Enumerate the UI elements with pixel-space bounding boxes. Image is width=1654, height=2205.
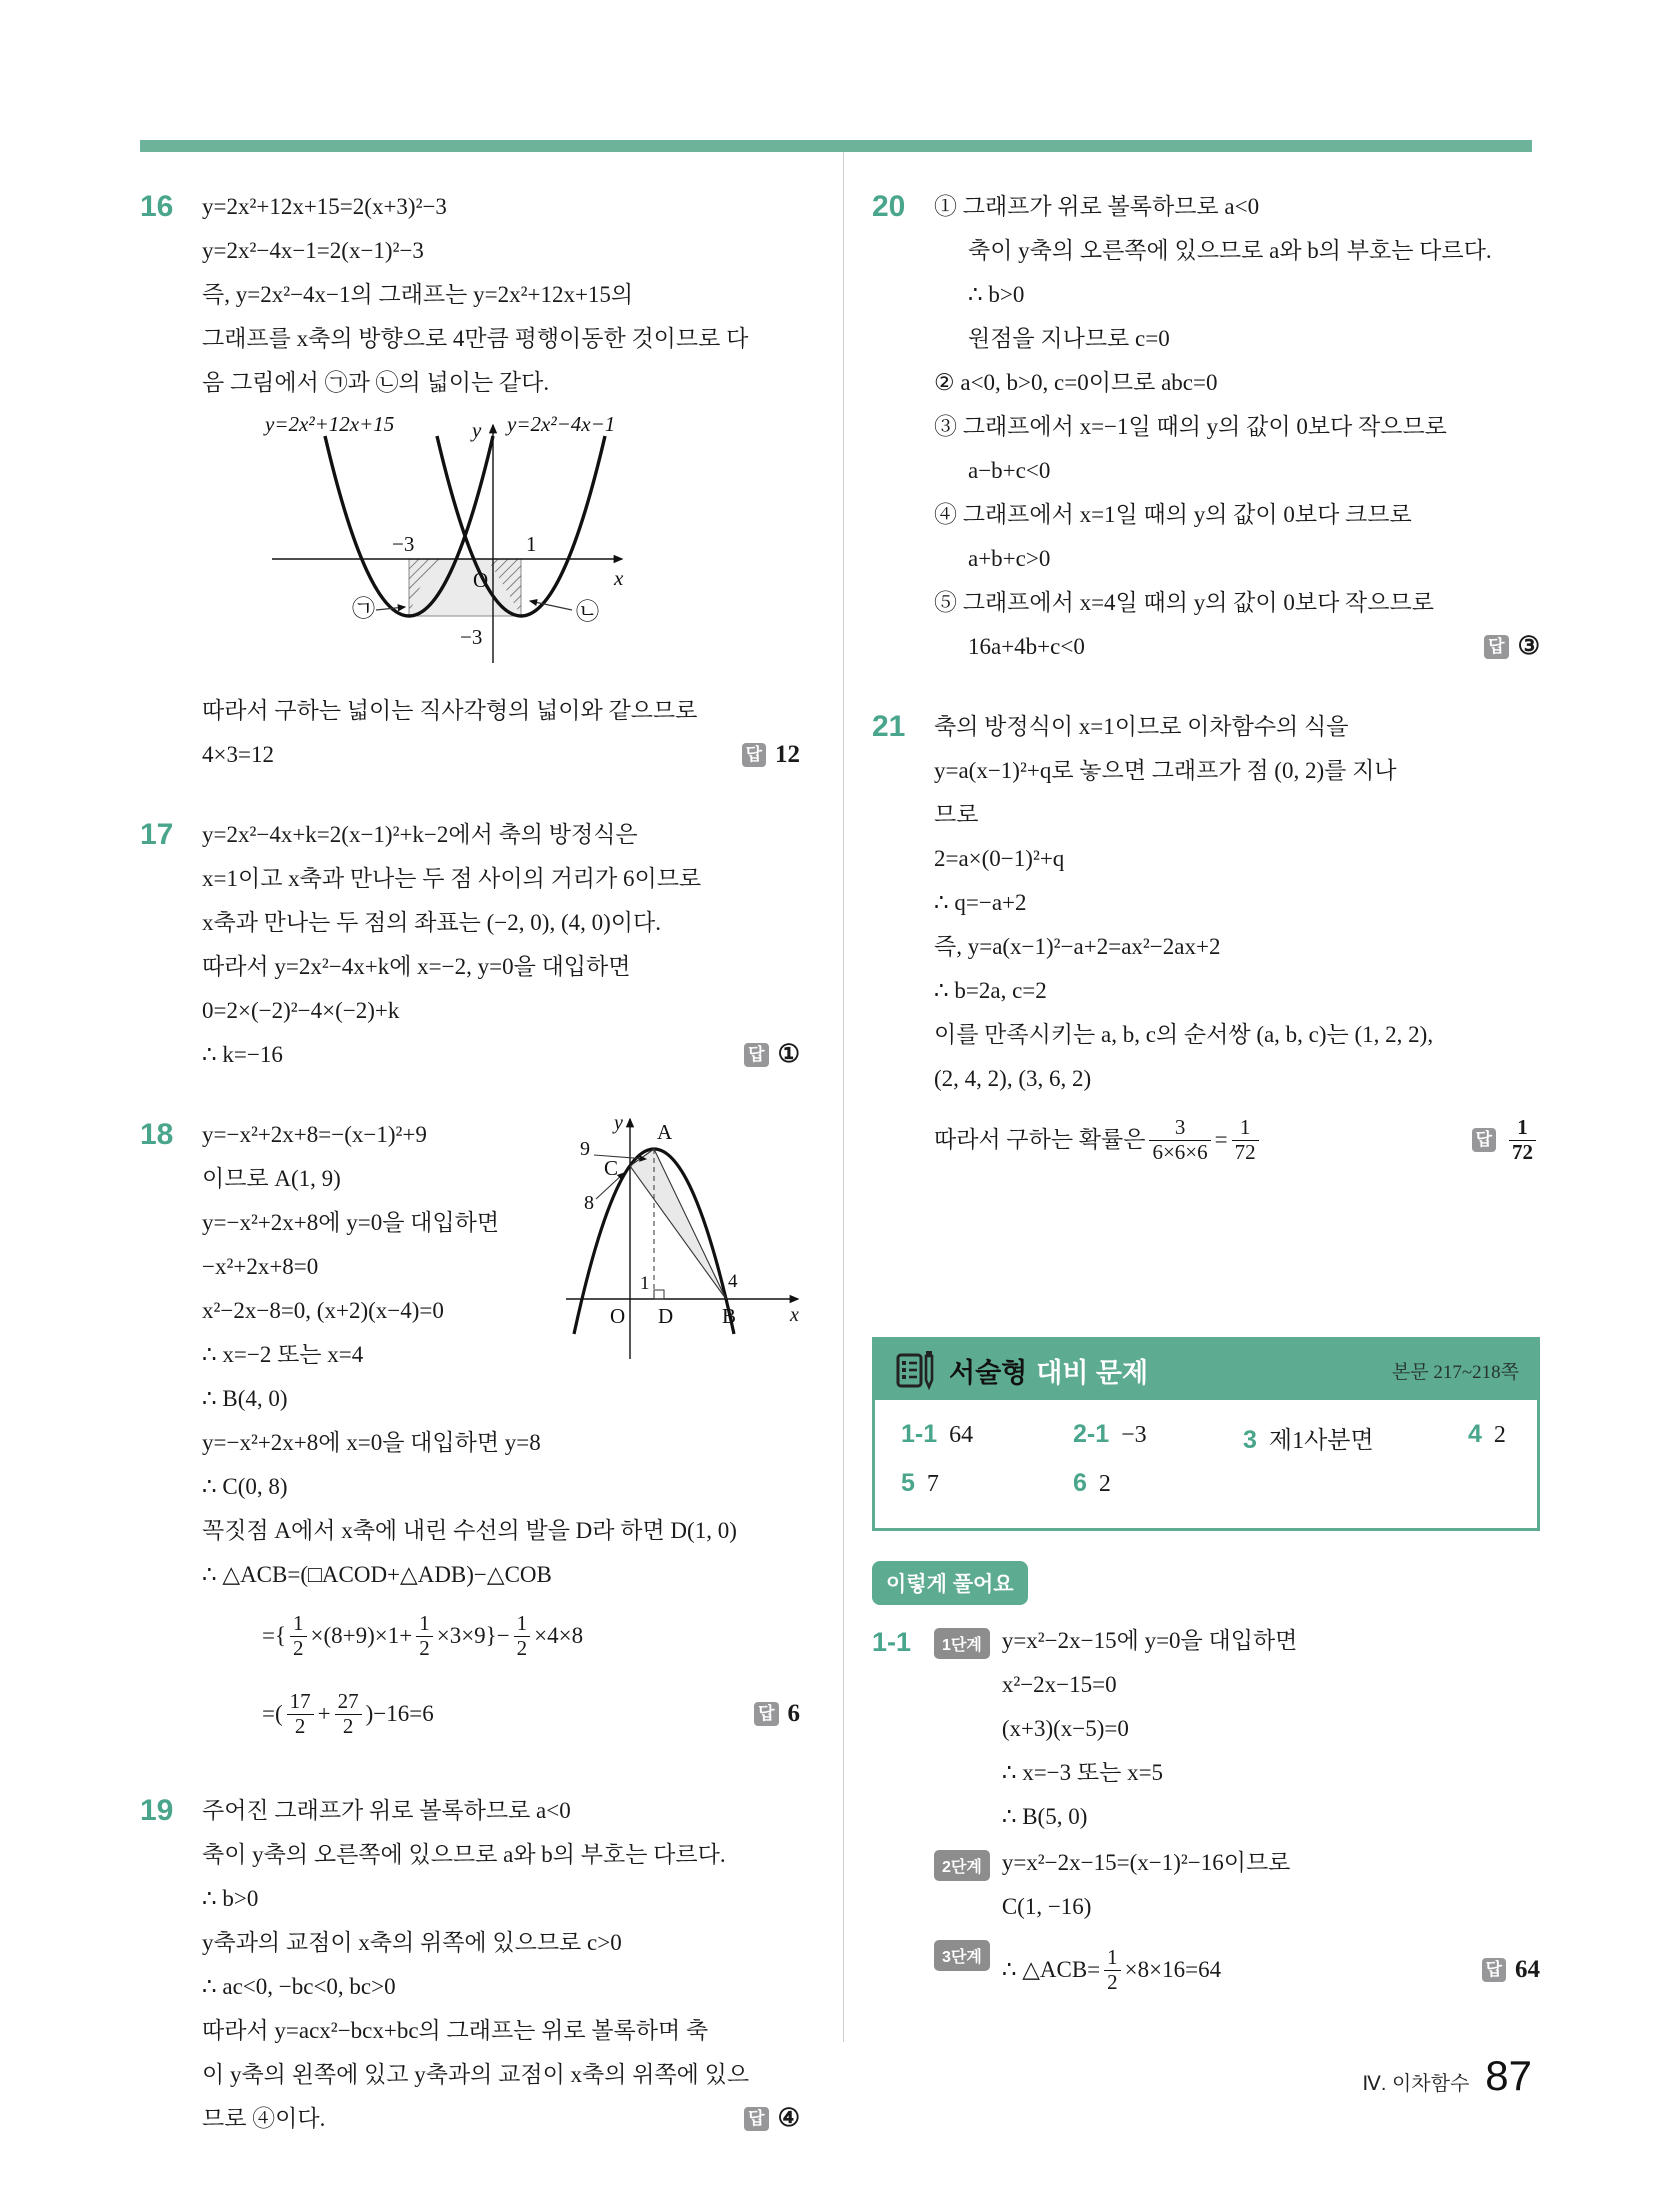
solution-line: 이 y축의 왼쪽에 있고 y축과의 교점이 x축의 위쪽에 있으 xyxy=(202,2062,750,2087)
solution-line: x²−2x−8=0, (x+2)(x−4)=0 xyxy=(202,1298,444,1323)
solution-line: ∴ b>0 xyxy=(202,1886,259,1911)
origin-label: O xyxy=(473,568,489,592)
y-axis-label: y xyxy=(472,418,482,442)
point-a-label: A xyxy=(657,1120,673,1144)
solution-line: 2=a×(0−1)²+q xyxy=(934,846,1065,871)
region-right-label: ㉡ xyxy=(576,599,599,624)
column-divider xyxy=(843,152,844,2042)
solution-line: 즉, y=2x²−4x−1의 그래프는 y=2x²+12x+15의 xyxy=(202,282,634,307)
solution-line: ④ 그래프에서 x=1일 때의 y의 값이 0보다 크므로 xyxy=(934,502,1412,527)
result-line: =( $\frac{17}{2}$ + $\frac{27}{2}$ )−16=6 답 6 xyxy=(262,1689,800,1738)
curve-left-label: y=2x²+12x+15 xyxy=(265,412,395,436)
solution-line: ∴ q=−a+2 xyxy=(934,890,1027,915)
problem-16 xyxy=(140,185,800,777)
solution-line: (2, 4, 2), (3, 6, 2) xyxy=(934,1066,1092,1091)
result-line: ∴ △ACB= $\frac{1}{2}$ ×8×16=64 답 64 xyxy=(1001,1945,1540,1994)
point-d-label: D xyxy=(658,1304,674,1328)
solution-line: ∴ B(5, 0) xyxy=(1001,1804,1088,1829)
solution-line: 그래프를 x축의 방향으로 4만큼 평행이동한 것이므로 다 xyxy=(202,326,749,351)
answer-badge: 답 xyxy=(1484,635,1508,659)
essay-box-page-ref: 본문 217~218쪽 xyxy=(1391,1361,1519,1383)
solution-line: 따라서 구하는 넓이는 직사각형의 넓이와 같으므로 xyxy=(202,698,698,723)
result-line: 므로 ④이다. 답 ④ xyxy=(202,2097,800,2141)
answer-item: 3 제1사분면 xyxy=(1243,1426,1374,1454)
notepad-pencil-icon xyxy=(893,1348,937,1392)
answer-item: 4 2 xyxy=(1468,1420,1506,1448)
solution-line: ∴ b=2a, c=2 xyxy=(934,978,1047,1003)
answer-value: 12 xyxy=(775,741,800,768)
figure-parabola-triangle xyxy=(558,1107,800,1375)
solution-line: ⑤ 그래프에서 x=4일 때의 y의 값이 0보다 작으므로 xyxy=(934,590,1434,615)
solution-line: −x²+2x+8=0 xyxy=(202,1254,319,1279)
x-axis-label: x xyxy=(790,1304,799,1326)
solution-line: ③ 그래프에서 x=−1일 때의 y의 값이 0보다 작으므로 xyxy=(934,414,1447,439)
parabola-translation-graph xyxy=(210,411,640,673)
solution-line: y=2x²+12x+15=2(x+3)²−3 xyxy=(202,194,447,219)
answer-marker xyxy=(754,1692,800,1736)
step-badge: 2단계 xyxy=(934,1850,990,1881)
solution-line: (x+3)(x−5)=0 xyxy=(1001,1716,1129,1741)
solution-line: y=2x²−4x−1=2(x−1)²−3 xyxy=(202,238,424,263)
y8-label: 8 xyxy=(584,1192,594,1214)
essay-box-title-white: 대비 문제 xyxy=(1036,1357,1149,1388)
solution-1-1 xyxy=(872,1619,1540,2011)
page-number: 87 xyxy=(1485,2052,1532,2099)
essay-box-title-black: 서술형 xyxy=(949,1357,1028,1388)
solution-line: 주어진 그래프가 위로 볼록하므로 a<0 xyxy=(202,1798,571,1823)
solution-number: 1-1 xyxy=(872,1627,912,1657)
solution-line: ∴ B(4, 0) xyxy=(202,1386,288,1411)
x-left-tick: −3 xyxy=(392,532,415,556)
step-badge: 3단계 xyxy=(934,1940,990,1971)
y-bottom-tick: −3 xyxy=(460,625,483,649)
solution-line: y=2x²−4x+k=2(x−1)²+k−2에서 축의 방정식은 xyxy=(202,822,638,847)
howto-badge: 이렇게 풀어요 xyxy=(872,1561,1028,1605)
problem-19 xyxy=(140,1789,800,2141)
answer-item: 1-1 64 xyxy=(901,1420,974,1448)
answer-badge: 답 xyxy=(744,2107,768,2131)
answer-item: 2-1 −3 xyxy=(1073,1420,1147,1448)
answer-value: ① xyxy=(777,1041,800,1068)
solution-line: 0=2×(−2)²−4×(−2)+k xyxy=(202,998,400,1023)
result-line: 따라서 구하는 확률은 $\frac{3}{6\times 6\times 6}$ = $\frac{1}{72}$ 답 $\frac{1}{72}$ xyxy=(934,1101,1540,1179)
answer-marker xyxy=(744,1033,800,1077)
answer-marker xyxy=(1482,1948,1540,1992)
answer-marker xyxy=(1484,625,1540,669)
result-line: 4×3=12 답 12 xyxy=(202,733,800,777)
answer-badge: 답 xyxy=(1482,1958,1506,1982)
problem-21 xyxy=(872,705,1540,1179)
solution-line: 축의 방정식이 x=1이므로 이차함수의 식을 xyxy=(934,714,1349,739)
answer-badge: 답 xyxy=(742,743,766,767)
problem-18 xyxy=(140,1113,800,1753)
top-accent-bar xyxy=(140,140,1532,152)
solution-line: C(1, −16) xyxy=(1001,1894,1092,1919)
solution-line: ∴ ac<0, −bc<0, bc>0 xyxy=(202,1974,396,1999)
region-left-label: ㉠ xyxy=(352,596,375,621)
solution-line: ∴ b>0 xyxy=(968,282,1025,307)
solution-line: y=−x²+2x+8=−(x−1)²+9 xyxy=(202,1122,427,1147)
answer-value: 6 xyxy=(787,1700,800,1727)
x-right-tick: 1 xyxy=(526,532,537,556)
answer-badge: 답 xyxy=(1472,1128,1496,1152)
solution-line: ① 그래프가 위로 볼록하므로 a<0 xyxy=(934,194,1260,219)
segment-ab xyxy=(654,1149,726,1299)
solution-line: a+b+c>0 xyxy=(968,546,1051,571)
solution-line: y=−x²+2x+8에 y=0을 대입하면 xyxy=(202,1210,500,1235)
solution-line: a−b+c<0 xyxy=(968,458,1051,483)
solution-line: 음 그림에서 ㉠과 ㉡의 넓이는 같다. xyxy=(202,370,550,395)
essay-box-answers xyxy=(875,1400,1537,1528)
solution-line: 므로 xyxy=(934,802,979,827)
figure-two-parabolas xyxy=(210,411,800,679)
step-badge: 1단계 xyxy=(934,1628,990,1659)
solution-line: 꼭짓점 A에서 x축에 내린 수선의 발을 D라 하면 D(1, 0) xyxy=(202,1518,737,1543)
solution-line: 즉, y=a(x−1)²−a+2=ax²−2ax+2 xyxy=(934,934,1221,959)
solution-step-2 xyxy=(934,1841,1540,1929)
result-line: 16a+4b+c<0 답 ③ xyxy=(934,625,1540,669)
solution-line: ∴ x=−3 또는 x=5 xyxy=(1001,1760,1164,1785)
result-line: ∴ k=−16 답 ① xyxy=(202,1033,800,1077)
problem-number: 21 xyxy=(872,710,906,743)
solution-line: ② a<0, b>0, c=0이므로 abc=0 xyxy=(934,370,1218,395)
parabola-triangle-graph xyxy=(558,1107,800,1369)
solution-line: x축과 만나는 두 점의 좌표는 (−2, 0), (4, 0)이다. xyxy=(202,910,661,935)
right-column xyxy=(872,185,1540,2011)
answer-value: 64 xyxy=(1515,1956,1540,1983)
solution-line: y축과의 교점이 x축의 위쪽에 있으므로 c>0 xyxy=(202,1930,622,1955)
solution-line: 따라서 y=acx²−bcx+bc의 그래프는 위로 볼록하며 축 xyxy=(202,2018,709,2043)
solution-line: 따라서 y=2x²−4x+k에 x=−2, y=0을 대입하면 xyxy=(202,954,631,979)
problem-number: 20 xyxy=(872,190,906,223)
right-angle-mark xyxy=(654,1290,664,1299)
curve-right-label: y=2x²−4x−1 xyxy=(507,412,616,436)
problem-number: 18 xyxy=(140,1118,174,1151)
answer-item: 6 2 xyxy=(1073,1469,1111,1497)
solution-step-3 xyxy=(934,1931,1540,2009)
solution-line: x=1이고 x축과 만나는 두 점 사이의 거리가 6이므로 xyxy=(202,866,702,891)
solution-line: 원점을 지나므로 c=0 xyxy=(968,326,1170,351)
math-line: ={ $\frac{1}{2}$ ×(8+9)×1+ $\frac{1}{2}$ ×3×9}− $\frac{1}{2}$ ×4×8 xyxy=(262,1611,584,1660)
point-c-label: C xyxy=(604,1156,619,1180)
y-axis-label: y xyxy=(614,1112,623,1134)
answer-marker xyxy=(744,2097,800,2141)
solution-line: 축이 y축의 오른쪽에 있으므로 a와 b의 부호는 다르다. xyxy=(202,1842,726,1867)
solution-line: y=x²−2x−15에 y=0을 대입하면 xyxy=(1001,1628,1298,1653)
answer-value: $\frac{1}{72}$ xyxy=(1505,1116,1540,1163)
y9-label: 9 xyxy=(580,1138,590,1160)
solution-line: 이므로 A(1, 9) xyxy=(202,1166,341,1191)
answer-badge: 답 xyxy=(744,1043,768,1067)
point-b-label: B xyxy=(722,1304,737,1328)
origin-label: O xyxy=(610,1304,626,1328)
solution-line: 이를 만족시키는 a, b, c의 순서쌍 (a, b, c)는 (1, 2, 2), xyxy=(934,1022,1434,1047)
answer-badge: 답 xyxy=(754,1702,778,1726)
chapter-label: Ⅳ. 이차함수 xyxy=(1362,2073,1470,2095)
answer-marker xyxy=(742,733,800,777)
solution-line: y=−x²+2x+8에 x=0을 대입하면 y=8 xyxy=(202,1430,541,1455)
solution-line: ∴ x=−2 또는 x=4 xyxy=(202,1342,364,1367)
x-axis-label: x xyxy=(614,566,624,590)
solution-line: ∴ C(0, 8) xyxy=(202,1474,288,1499)
answer-item: 5 7 xyxy=(901,1469,939,1497)
b4-label: 4 xyxy=(728,1271,738,1292)
left-column xyxy=(140,185,800,2177)
answer-marker xyxy=(1472,1116,1540,1163)
problem-20 xyxy=(872,185,1540,669)
page-footer xyxy=(1362,2052,1532,2100)
problem-17 xyxy=(140,813,800,1077)
answer-value: ④ xyxy=(777,2105,800,2132)
solution-line: y=a(x−1)²+q로 놓으면 그래프가 점 (0, 2)를 지나 xyxy=(934,758,1397,783)
problem-number: 16 xyxy=(140,190,174,223)
problem-number: 19 xyxy=(140,1794,174,1827)
solution-line: x²−2x−15=0 xyxy=(1001,1672,1117,1697)
essay-box-header xyxy=(875,1340,1537,1400)
solution-line: ∴ △ACB=(□ACOD+△ADB)−△COB xyxy=(202,1562,552,1587)
solution-step-1 xyxy=(934,1619,1540,1839)
essay-answer-box xyxy=(872,1337,1540,1531)
solution-line: 축이 y축의 오른쪽에 있으므로 a와 b의 부호는 다르다. xyxy=(968,238,1492,263)
solution-line: y=x²−2x−15=(x−1)²−16이므로 xyxy=(1001,1850,1291,1875)
problem-number: 17 xyxy=(140,818,174,851)
answer-value: ③ xyxy=(1517,633,1540,660)
d1-label: 1 xyxy=(640,1273,650,1294)
